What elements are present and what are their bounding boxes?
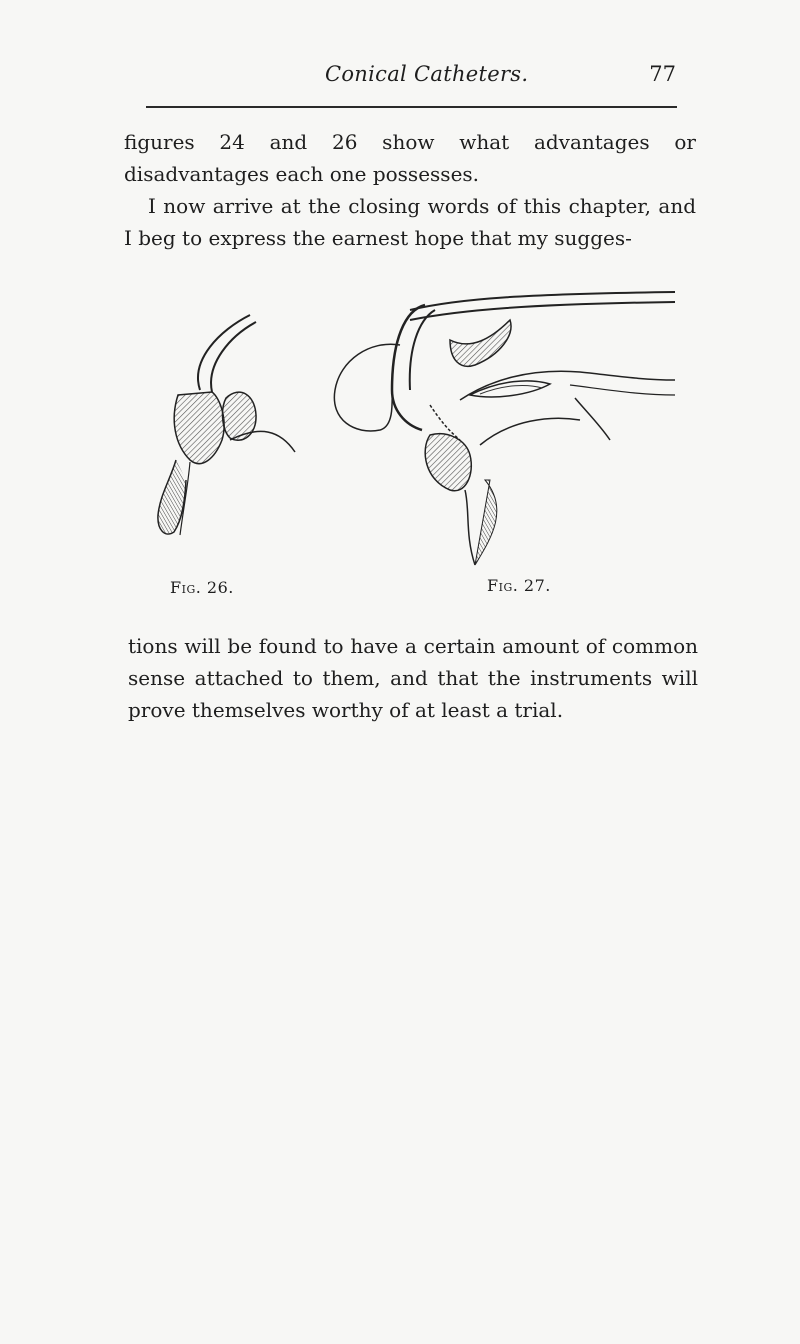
- running-head: [130, 62, 678, 98]
- figure-27-drawing: [334, 292, 675, 565]
- anatomical-illustrations: [130, 280, 690, 610]
- figure-27-caption: Fig. 27.: [487, 576, 551, 595]
- figure-26-drawing: [158, 315, 295, 535]
- header-rule: [146, 106, 677, 108]
- page-number: 77: [649, 62, 676, 86]
- paragraph-conclusion: tions will be found to have a certain amount of common sense attached to them, and that the instruments will prove themselves worthy of at least a trial.: [128, 634, 698, 722]
- paragraph-continued: figures 24 and 26 show what advantages or disadvantages each one possesses.: [124, 130, 696, 186]
- figure-26-caption: Fig. 26.: [170, 578, 234, 597]
- running-title: Conical Catheters.: [325, 62, 529, 86]
- paragraph-closing-words-text: I now arrive at the closing words of this chapter, and I beg to express the earnest hope that my sugges-: [124, 194, 696, 250]
- figures-area: [130, 280, 690, 610]
- paragraph-closing-words: [124, 190, 696, 254]
